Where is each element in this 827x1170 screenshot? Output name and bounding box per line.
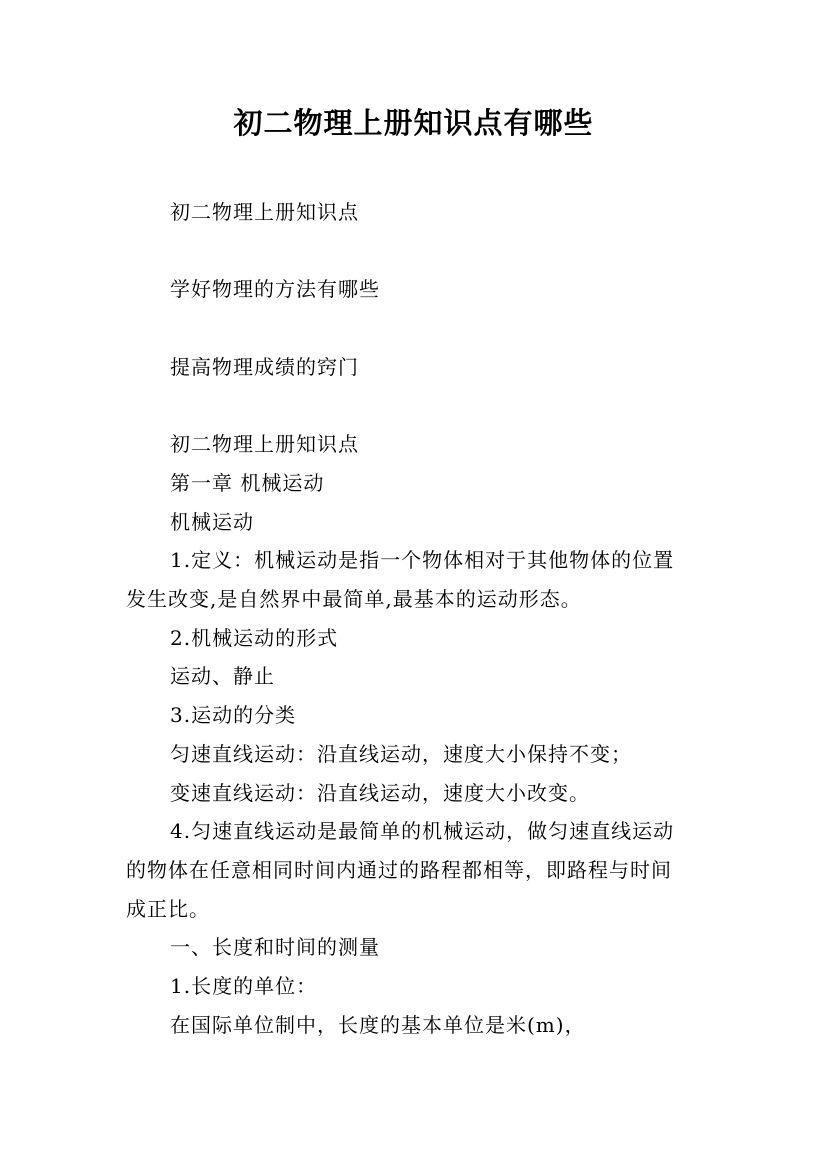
paragraph-1-line-1: 1.定义：机械运动是指一个物体相对于其他物体的位置 <box>170 548 675 572</box>
toc-item-knowledge: 初二物理上册知识点 <box>170 200 359 224</box>
paragraph-4-line-2: 的物体在任意相同时间内通过的路程都相等，即路程与时间 <box>126 858 672 882</box>
paragraph-3-uniform: 匀速直线运动：沿直线运动，速度大小保持不变； <box>170 742 632 766</box>
topic-heading: 机械运动 <box>170 510 254 534</box>
toc-item-tips: 提高物理成绩的窍门 <box>170 355 359 379</box>
section-1-item-1: 1.长度的单位： <box>170 974 318 998</box>
paragraph-2: 2.机械运动的形式 <box>170 626 339 650</box>
section-1-heading: 一、长度和时间的测量 <box>170 935 380 959</box>
chapter-heading: 第一章 机械运动 <box>170 471 325 495</box>
section-heading: 初二物理上册知识点 <box>170 432 359 456</box>
paragraph-4-line-3: 成正比。 <box>126 897 210 921</box>
paragraph-3: 3.运动的分类 <box>170 703 297 727</box>
paragraph-3-variable: 变速直线运动：沿直线运动，速度大小改变。 <box>170 781 590 805</box>
paragraph-1-line-2: 发生改变,是自然界中最简单,最基本的运动形态。 <box>126 587 582 611</box>
paragraph-4-line-1: 4.匀速直线运动是最简单的机械运动，做匀速直线运动 <box>170 819 675 843</box>
toc-item-methods: 学好物理的方法有哪些 <box>170 277 380 301</box>
document-title: 初二物理上册知识点有哪些 <box>233 106 594 140</box>
section-1-item-1-text: 在国际单位制中，长度的基本单位是米(m)， <box>170 1013 586 1037</box>
paragraph-2-detail: 运动、静止 <box>170 664 275 688</box>
